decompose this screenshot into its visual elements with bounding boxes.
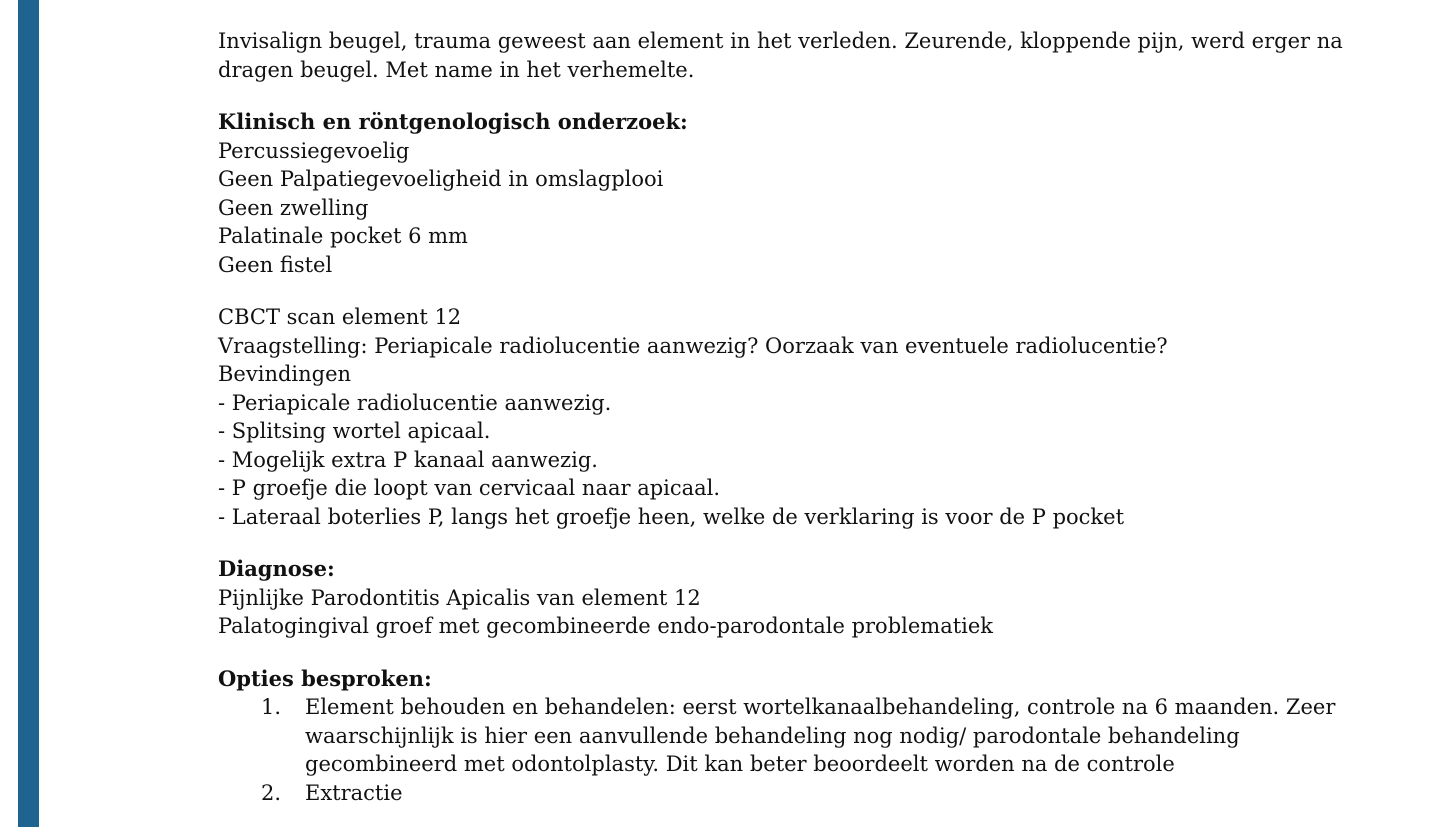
option-line: Element behouden en behandelen: eerst wortelkanaalbehandeling, controle na 6 maanden. Zeer	[305, 695, 1336, 719]
exam-item: Percussiegevoelig	[218, 138, 410, 163]
diagnosis-item: Pijnlijke Parodontitis Apicalis van element 12	[218, 585, 701, 610]
cbct-title: CBCT scan element 12	[218, 305, 462, 329]
left-accent-bar	[18, 0, 39, 827]
option-line: gecombineerd met odontolplasty. Dit kan beter beoordeelt worden na de controle	[305, 752, 1175, 776]
cbct-findings-label: Bevindingen	[218, 362, 352, 386]
exam-heading: Klinisch en röntgenologisch onderzoek:	[218, 109, 688, 134]
option-item	[218, 779, 1418, 808]
option-line: Extractie	[305, 780, 403, 805]
cbct-finding: - P groefje die loopt van cervicaal naar apicaal.	[218, 476, 721, 500]
option-line: waarschijnlijk is hier een aanvullende behandeling nog nodig/ parodontale behandeling	[305, 723, 1240, 748]
options-list	[218, 693, 1418, 807]
cbct-finding: - Mogelijk extra P kanaal aanwezig.	[218, 447, 598, 472]
exam-item: Palatinale pocket 6 mm	[218, 224, 468, 248]
intro-line-2: dragen beugel. Met name in het verhemelte.	[218, 57, 695, 82]
document-body	[218, 27, 1418, 807]
option-number: 1.	[261, 695, 282, 719]
exam-item: Geen fistel	[218, 252, 333, 277]
cbct-finding: - Lateraal boterlies P, langs het groefje heen, welke de verklaring is voor de P pocket	[218, 504, 1125, 529]
exam-item: Geen zwelling	[218, 195, 369, 220]
option-number: 2.	[261, 780, 282, 805]
diagnosis-item: Palatogingival groef met gecombineerde endo-parodontale problematiek	[218, 614, 994, 638]
exam-item: Geen Palpatiegevoeligheid in omslagplooi	[218, 167, 664, 191]
diagnosis-heading: Diagnose:	[218, 556, 335, 581]
cbct-finding: - Splitsing wortel apicaal.	[218, 419, 491, 443]
options-heading: Opties besproken:	[218, 665, 432, 691]
cbct-question: Vraagstelling: Periapicale radiolucentie aanwezig? Oorzaak van eventuele radiolucentie?	[218, 333, 1168, 358]
option-item	[218, 693, 1418, 779]
cbct-finding: - Periapicale radiolucentie aanwezig.	[218, 390, 612, 415]
intro-line-1: Invisalign beugel, trauma geweest aan element in het verleden. Zeurende, kloppende pijn, werd erger na	[218, 29, 1343, 53]
